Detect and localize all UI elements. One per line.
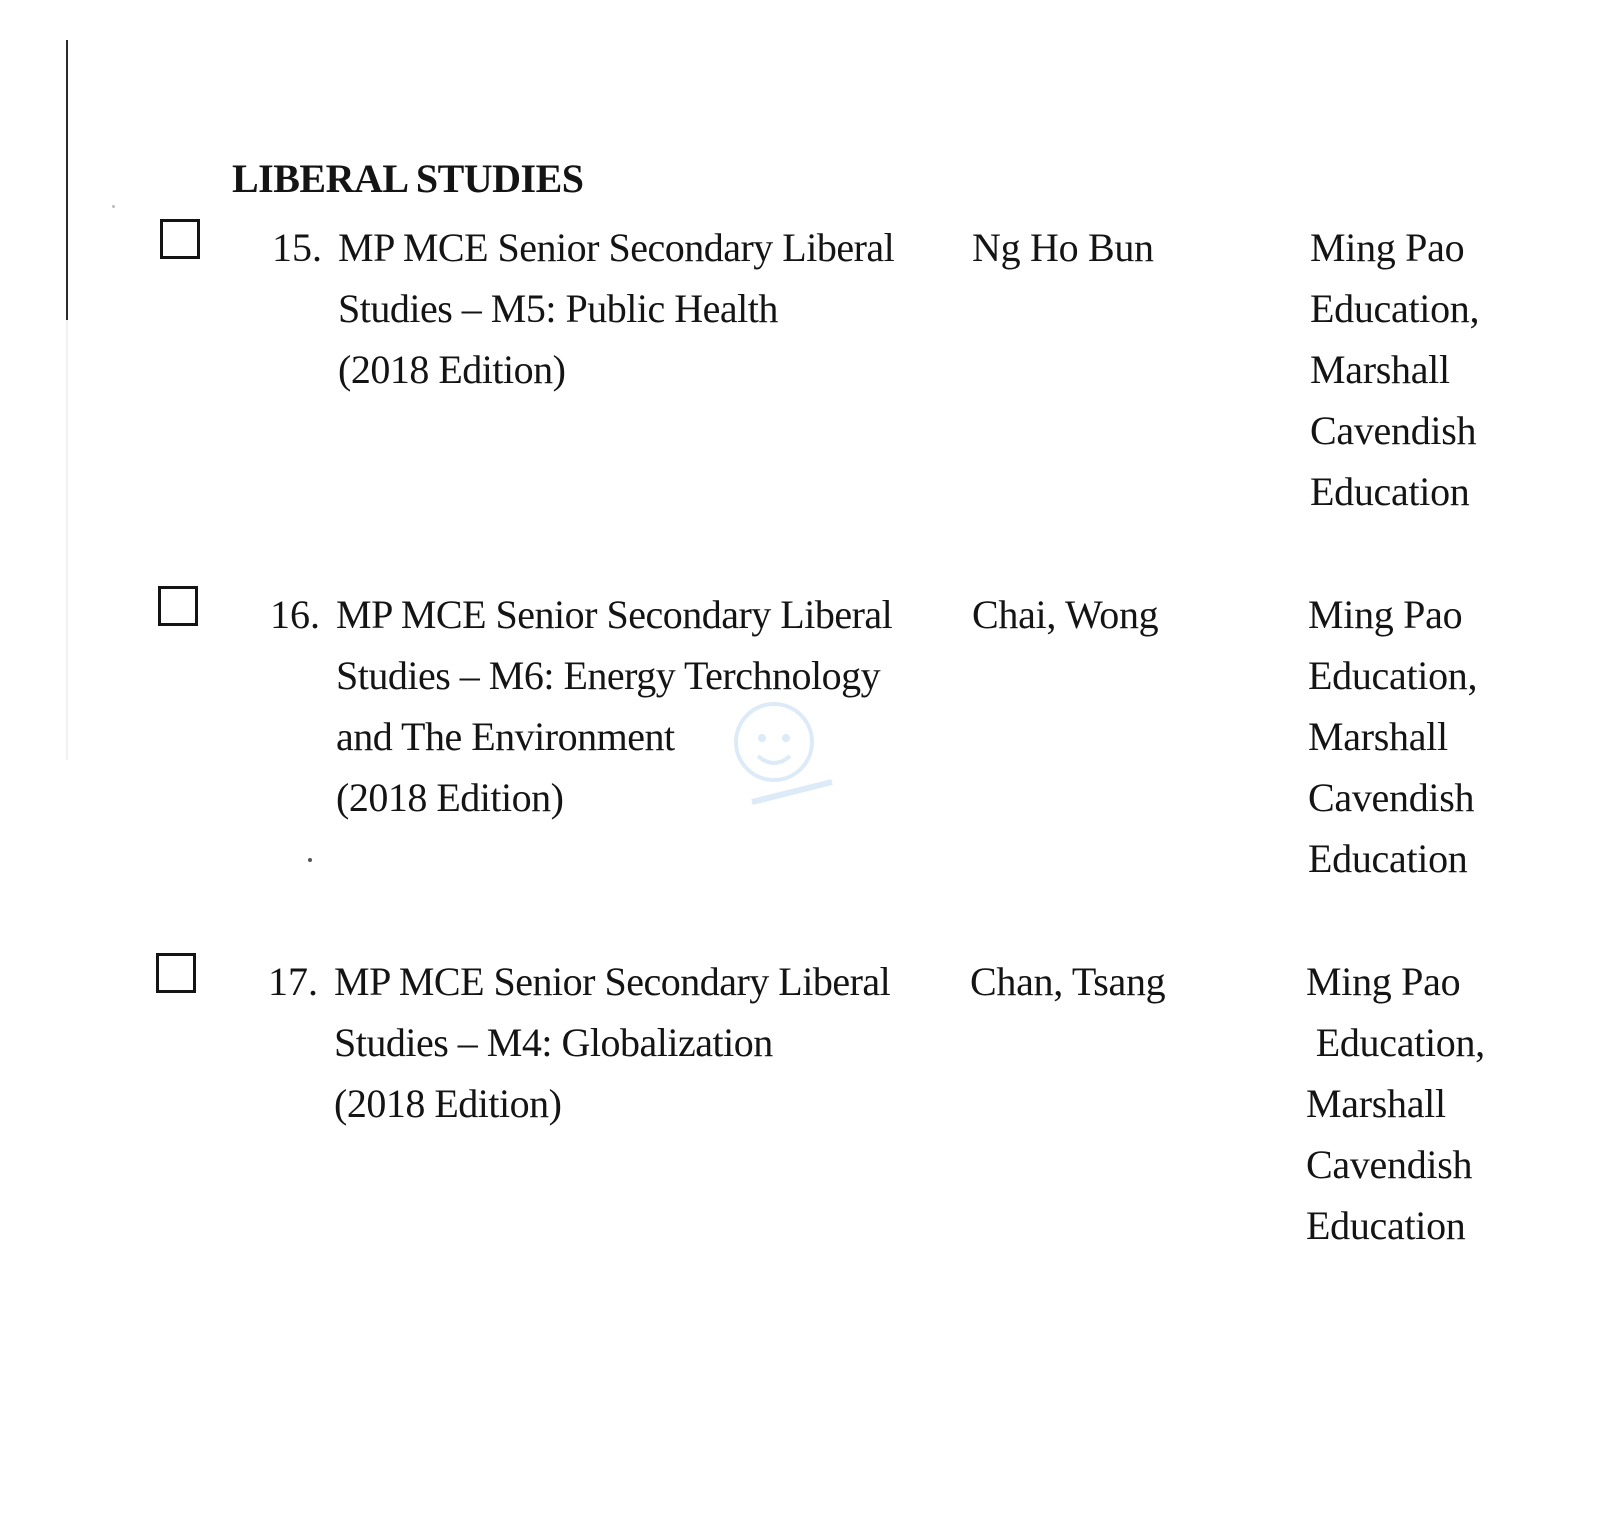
title-line: MP MCE Senior Secondary Liberal [336, 592, 893, 637]
book-title [334, 951, 954, 1134]
book-author: Chai, Wong [972, 592, 1159, 637]
select-checkbox[interactable] [158, 586, 198, 626]
book-title [336, 584, 956, 828]
publisher-line: Marshall [1310, 347, 1450, 392]
publisher-line: Education [1308, 836, 1468, 881]
title-line: (2018 Edition) [338, 347, 566, 392]
publisher-line: Ming Pao [1310, 225, 1465, 270]
item-number: 15. [272, 225, 322, 270]
publisher-line: Cavendish [1308, 775, 1475, 820]
book-entry [0, 217, 1600, 537]
publisher-line: Education, [1308, 653, 1478, 698]
publisher-line: Ming Pao [1306, 959, 1461, 1004]
watermark-logo-icon [722, 690, 842, 830]
item-number: 16. [270, 592, 320, 637]
publisher-line: Marshall [1308, 714, 1448, 759]
title-line: Studies – M5: Public Health [338, 286, 778, 331]
title-line: Studies – M6: Energy Terchnology [336, 653, 881, 698]
select-checkbox[interactable] [156, 953, 196, 993]
publisher-line: Education [1310, 469, 1470, 514]
publisher-line: Education [1306, 1203, 1466, 1248]
book-author: Ng Ho Bun [972, 225, 1154, 270]
publisher-line: Ming Pao [1308, 592, 1463, 637]
title-line: MP MCE Senior Secondary Liberal [334, 959, 891, 1004]
item-number: 17. [268, 959, 318, 1004]
book-title [338, 217, 958, 400]
title-line: (2018 Edition) [336, 775, 564, 820]
title-line: (2018 Edition) [334, 1081, 562, 1126]
scan-speck [112, 205, 115, 208]
publisher-line: Marshall [1306, 1081, 1446, 1126]
title-line: MP MCE Senior Secondary Liberal [338, 225, 895, 270]
select-checkbox[interactable] [160, 219, 200, 259]
title-line: Studies – M4: Globalization [334, 1020, 773, 1065]
book-publisher [1306, 951, 1586, 1256]
title-line: and The Environment [336, 714, 675, 759]
publisher-line: Education, [1310, 286, 1480, 331]
publisher-line: Cavendish [1306, 1142, 1473, 1187]
book-publisher [1310, 217, 1590, 522]
book-publisher [1308, 584, 1588, 889]
book-entry [0, 951, 1600, 1271]
publisher-line: Cavendish [1310, 408, 1477, 453]
publisher-line: Education, [1306, 1020, 1485, 1065]
scan-speck [308, 858, 312, 862]
section-heading: LIBERAL STUDIES [232, 156, 584, 201]
book-author: Chan, Tsang [970, 959, 1166, 1004]
